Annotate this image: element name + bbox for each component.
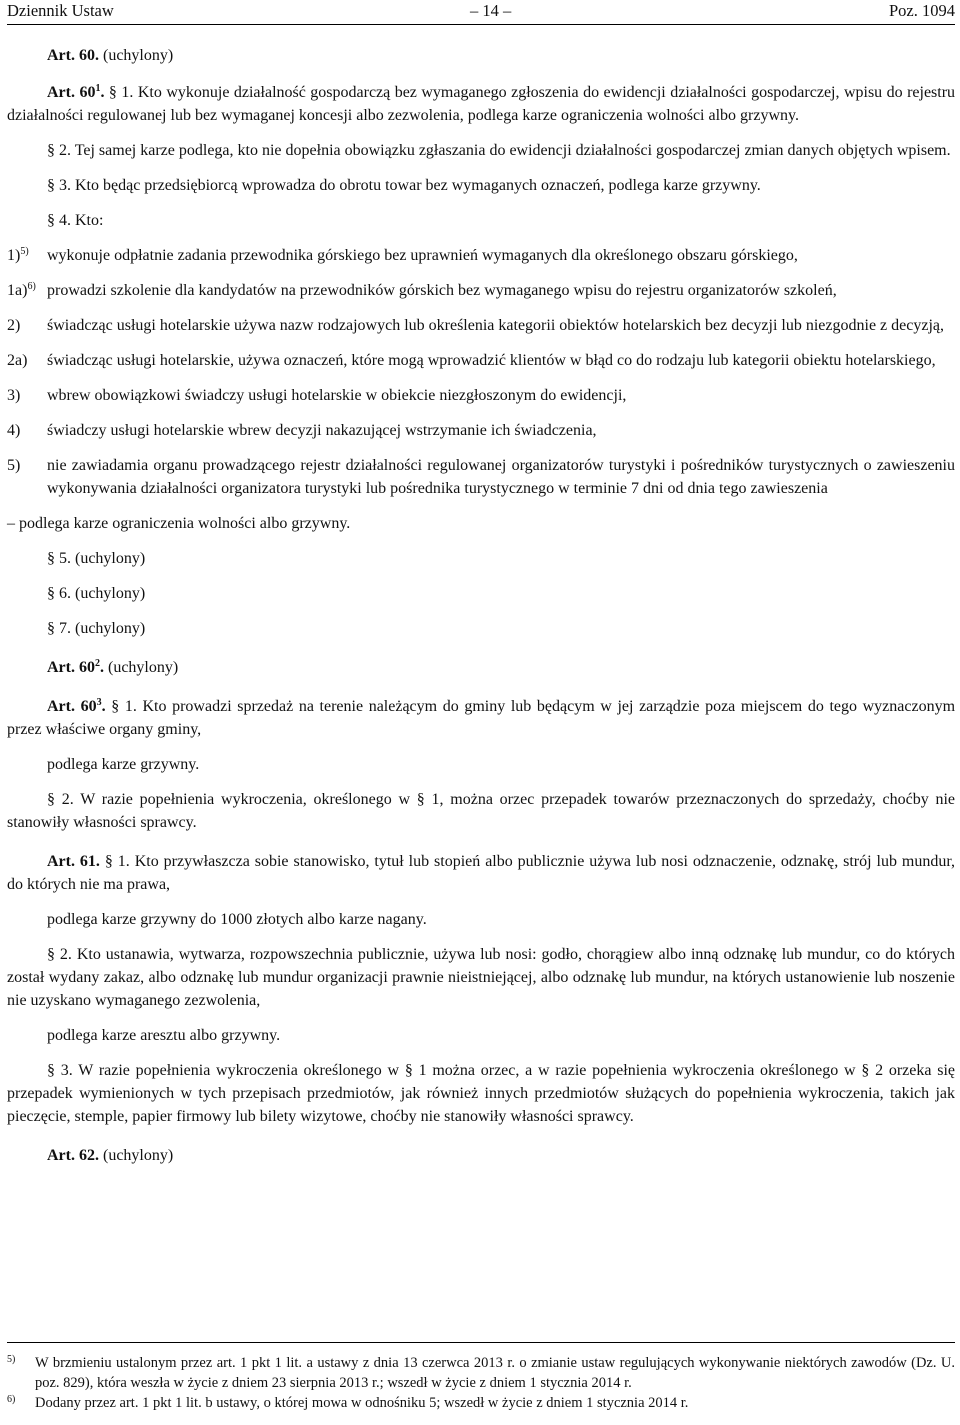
article-61-section-2 — [7, 943, 955, 1012]
item-text: prowadzi szkolenie dla kandydatów na przewodników górskich bez wymaganego wpisu do rejestru organizatorów szkoleń, — [47, 282, 837, 299]
article-label: Art. 62. — [47, 1147, 99, 1164]
section-text: W razie popełnienia wykroczenia określonego w § 1 można orzec, a w razie popełnienia wykroczenia określonego w § 2 orzeka się przepadek wymienionych w tych przepisach przedmiotów, jak również innych przedmiotów służących do popełnienia wykroczenia, takich jak pieczęcie, stemple, papier firmowy lub bilety wizytowe, choćby nie stanowiły własności sprawcy. — [7, 1062, 956, 1125]
section-label: § 1. — [104, 853, 130, 870]
list-item — [7, 279, 955, 302]
section-label: § 2. — [47, 142, 71, 159]
article-label: Art. $60^2$. — [47, 658, 104, 676]
footnote-label: 5) — [7, 1354, 16, 1365]
list-item — [7, 349, 955, 372]
item-label: 2) — [7, 317, 21, 334]
article-60-1-section-6: § 6. (uchylony) — [47, 585, 146, 602]
list-item — [7, 384, 955, 407]
page-number: – 14 – — [470, 1, 512, 20]
page-header — [7, 0, 955, 25]
item-label: 1a)$^{6)}$ — [7, 281, 36, 299]
section-text: Tej samej karze podlega, kto nie dopełnia obowiązku zgłaszania do ewidencji działalności gospodarczej zmian danych objętych wpisem. — [74, 142, 951, 159]
item-text: świadczy usługi hotelarskie wbrew decyzji nakazującej wstrzymanie ich świadczenia, — [47, 422, 597, 439]
item-label: 1)$^{5)}$ — [7, 246, 29, 264]
item-text: nie zawiadamia organu prowadzącego rejestr działalności regulowanej organizatorów turystyki i pośredników turystycznych o zawieszeniu wykonywania działalności organizatora turystyki lub pośrednika turystycznego w terminie 7 dni od dnia tego zawieszenia — [47, 457, 955, 497]
article-60-1-section-5: § 5. (uchylony) — [47, 550, 146, 567]
footnote — [7, 1393, 955, 1413]
footnote — [7, 1353, 955, 1393]
section-text: Kto prowadzi sprzedaż na terenie należącym do gminy lub będącym w jej zarządzie poza miejscem do tego wyznaczonym przez właściwe organy gminy, — [7, 698, 956, 738]
document-page — [7, 0, 955, 1167]
article-62 — [7, 1144, 955, 1167]
section-text: Kto wykonuje działalność gospodarczą bez wymaganego zgłoszenia do ewidencji działalności gospodarczej, wpisu do rejestru działalności regulowanej lub bez wymaganej koncesji albo zezwolenia, podlega karze ograniczenia wolności albo grzywny. — [7, 84, 956, 124]
item-text: świadcząc usługi hotelarskie, używa oznaczeń, które mogą wprowadzić klientów w błąd co do rodzaju lub kategorii obiektu hotelarskiego, — [47, 352, 936, 369]
article-text: (uchylony) — [102, 1147, 174, 1164]
item-text: wykonuje odpłatnie zadania przewodnika górskiego bez uprawnień wymaganych dla określonego obszaru górskiego, — [47, 247, 798, 264]
section-label: § 3. — [47, 177, 71, 194]
article-text: (uchylony) — [102, 47, 174, 64]
item-label: 2a) — [7, 352, 28, 369]
article-60-1-section-7: § 7. (uchylony) — [47, 620, 146, 637]
section-text: Kto: — [75, 212, 104, 229]
list-item — [7, 314, 955, 337]
article-60-1-section-3 — [7, 174, 955, 197]
article-60-2 — [7, 656, 955, 679]
list-item — [7, 244, 955, 267]
article-60 — [7, 44, 955, 67]
section-label: § 1. — [111, 698, 137, 715]
article-label: Art. $60^1$. — [47, 83, 105, 101]
penalty-clause: podlega karze grzywny do 1000 złotych albo karze nagany. — [47, 911, 427, 928]
article-60-1-section-2 — [7, 139, 955, 162]
publication-name: Dziennik Ustaw — [7, 1, 114, 20]
article-60-1-section-4 — [7, 209, 955, 232]
item-label: 4) — [7, 422, 21, 439]
item-label: 5) — [7, 457, 21, 474]
penalty-clause: podlega karze aresztu albo grzywny. — [47, 1027, 281, 1044]
footnote-label: 6) — [7, 1394, 16, 1405]
article-60-3-section-1 — [7, 695, 955, 741]
footnote-text: Dodany przez art. 1 pkt 1 lit. b ustawy, o której mowa w odnośniku 5; wszedł w życie z dniem 1 stycznia 2014 r. — [35, 1395, 689, 1411]
article-60-1-section-1 — [7, 81, 955, 127]
article-label: Art. 61. — [47, 853, 100, 870]
article-label: Art. 60. — [47, 47, 99, 64]
list-item — [7, 419, 955, 442]
footnote-text: W brzmieniu ustalonym przez art. 1 pkt 1 lit. a ustawy z dnia 13 czerwca 2013 r. o zmianie ustaw regulujących wykonywanie niektórych zawodów (Dz. U. poz. 829), która weszła w życie z dniem 23 sierpnia 2013 r.; wszedł w życie z dniem 1 stycznia 2014 r. — [35, 1355, 955, 1391]
section-label: § 1. — [108, 84, 134, 101]
article-61-section-3 — [7, 1059, 955, 1128]
position-number: Poz. 1094 — [889, 1, 955, 20]
article-60-3-section-2 — [7, 788, 955, 834]
section-label: § 4. — [47, 212, 71, 229]
section-label: § 2. — [47, 946, 72, 963]
item-text: wbrew obowiązkowi świadczy usługi hotelarskie w obiekcie niezgłoszonym do ewidencji, — [47, 387, 627, 404]
section-label: § 2. — [47, 791, 74, 808]
section-text: Kto przywłaszcza sobie stanowisko, tytuł lub stopień albo publicznie używa lub nosi odznaczenie, odznakę, strój lub mundur, do których nie ma prawa, — [7, 853, 956, 893]
article-text: (uchylony) — [107, 659, 179, 676]
item-text: świadcząc usługi hotelarskie używa nazw rodzajowych lub określenia kategorii obiektów hotelarskich bez decyzji lub niezgodnie z decyzją, — [47, 317, 944, 334]
penalty-clause: podlega karze grzywny. — [47, 756, 200, 773]
list-item — [7, 454, 955, 500]
penalty-clause: – podlega karze ograniczenia wolności albo grzywny. — [7, 515, 351, 532]
section-text: Kto będąc przedsiębiorcą wprowadza do obrotu towar bez wymaganych oznaczeń, podlega karze grzywny. — [75, 177, 761, 194]
section-text: Kto ustanawia, wytwarza, rozpowszechnia publicznie, używa lub nosi: godło, chorągiew albo inną odznakę lub mundur, co do których został wydany zakaz, albo odznakę lub mundur organizacji prawnie nieistniejącej, albo odznakę lub mundur, na których ustanowienie lub noszenie nie uzyskano wymaganego zezwolenia, — [7, 946, 956, 1009]
section-label: § 3. — [47, 1062, 73, 1079]
article-61-section-1 — [7, 850, 955, 896]
section-text: W razie popełnienia wykroczenia, określonego w § 1, można orzec przepadek towarów przeznaczonych do sprzedaży, choćby nie stanowiły własności sprawcy. — [7, 791, 956, 831]
footnotes — [7, 1342, 955, 1413]
item-label: 3) — [7, 387, 21, 404]
article-label: Art. $60^3$. — [47, 697, 106, 715]
